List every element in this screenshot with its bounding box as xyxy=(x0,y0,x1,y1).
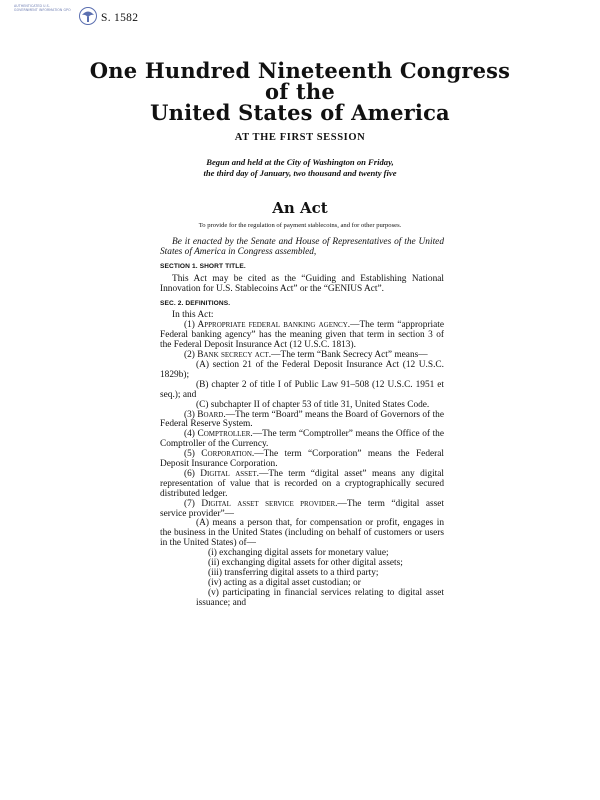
definition-4-text: —The term “Comptroller” means the Office of the Comptroller of the Currency. xyxy=(160,429,445,450)
definition-2-c: (C) subchapter II of chapter 53 of title 31, United States Code. xyxy=(196,399,430,410)
eagle-icon xyxy=(78,4,98,28)
begun-statement xyxy=(0,157,600,179)
definition-2-term: (2) Bank secrecy act. xyxy=(184,350,272,361)
definition-7-a: (A) means a person that, for compensation or profit, engages in the business in the United States (including on behalf of customers or users in the United States) of— xyxy=(160,518,444,549)
definition-3 xyxy=(160,411,444,431)
definition-2-a: (A) section 21 of the Federal Deposit Insurance Act (12 U.S.C. 1829b); xyxy=(160,359,444,380)
definition-3-text: —The term “Board” means the Board of Governors of the Federal Reserve System. xyxy=(160,409,444,430)
congress-country: United States of America xyxy=(150,100,450,125)
gpo-authentication-seal xyxy=(14,4,98,28)
definition-5-text: —The term “Corporation” means the Federal Deposit Insurance Corporation. xyxy=(160,449,444,470)
definition-6-term: (6) Digital asset. xyxy=(184,468,259,479)
definition-1 xyxy=(160,321,444,351)
definition-4-term: (4) Comptroller. xyxy=(184,429,253,440)
congress-title-of: of the xyxy=(265,79,335,104)
definition-6 xyxy=(160,470,444,500)
definition-7-a-iii: (iii) transferring digital assets to a third party; xyxy=(208,568,379,578)
begun-line-2: the third day of January, two thousand and twenty five xyxy=(203,168,397,178)
bill-number: S. 1582 xyxy=(101,12,139,24)
definition-1-text: —The term “appropriate Federal banking agency” has the meaning given that term in section 3 of the Federal Deposit Insurance Act (12 U.S.C. 1813). xyxy=(160,320,445,351)
an-act-heading: An Act xyxy=(272,199,328,217)
definition-7-a-v: (v) participating in financial services relating to digital asset issuance; and xyxy=(196,587,444,608)
session-heading: AT THE FIRST SESSION xyxy=(234,132,366,143)
definition-3-term: (3) Board. xyxy=(184,409,226,420)
definition-7-a-ii: (ii) exchanging digital assets for other digital assets; xyxy=(208,558,403,569)
section-1-text: This Act may be cited as the “Guiding and Establishing National Innovation for U.S. Stablecoins Act” or the “GENIUS Act”. xyxy=(160,273,444,294)
definition-7-term: (7) Digital asset service provider. xyxy=(184,498,338,509)
definition-7-text: —The term “digital asset service provider”— xyxy=(160,498,445,519)
definition-5-term: (5) Corporation. xyxy=(184,449,255,460)
definition-7-a-i: (i) exchanging digital assets for monetary value; xyxy=(208,548,389,559)
definition-7 xyxy=(160,500,444,520)
definition-2-text: —The term “Bank Secrecy Act” means— xyxy=(271,350,428,361)
begun-line-1: Begun and held at the City of Washington on Friday, xyxy=(206,157,394,167)
act-body xyxy=(160,238,444,609)
section-1-heading: SECTION 1. SHORT TITLE. xyxy=(160,262,246,270)
act-purpose: To provide for the regulation of payment stablecoins, and for other purposes. xyxy=(198,222,402,229)
seal-text: AUTHENTICATED U.S. GOVERNMENT INFORMATION GPO xyxy=(14,4,71,12)
definition-6-text: —The term “digital asset” means any digital representation of value that is recorded on a cryptographically secured distributed ledger. xyxy=(160,468,445,499)
definition-5 xyxy=(160,450,444,470)
congress-title: One Hundred Nineteenth Congress xyxy=(89,58,511,83)
definition-2-b: (B) chapter 2 of title I of Public Law 91–508 (12 U.S.C. 1951 et seq.); and xyxy=(160,379,444,400)
enacting-clause: Be it enacted by the Senate and House of Representatives of the United States of America in Congress assembled, xyxy=(160,237,444,257)
definitions-intro: In this Act: xyxy=(172,310,214,321)
definition-4 xyxy=(160,430,444,450)
definition-1-term: (1) Appropriate federal banking agency. xyxy=(184,320,351,331)
definition-7-a-iv: (iv) acting as a digital asset custodian; or xyxy=(208,577,361,588)
section-2-heading: SEC. 2. DEFINITIONS. xyxy=(160,299,231,307)
